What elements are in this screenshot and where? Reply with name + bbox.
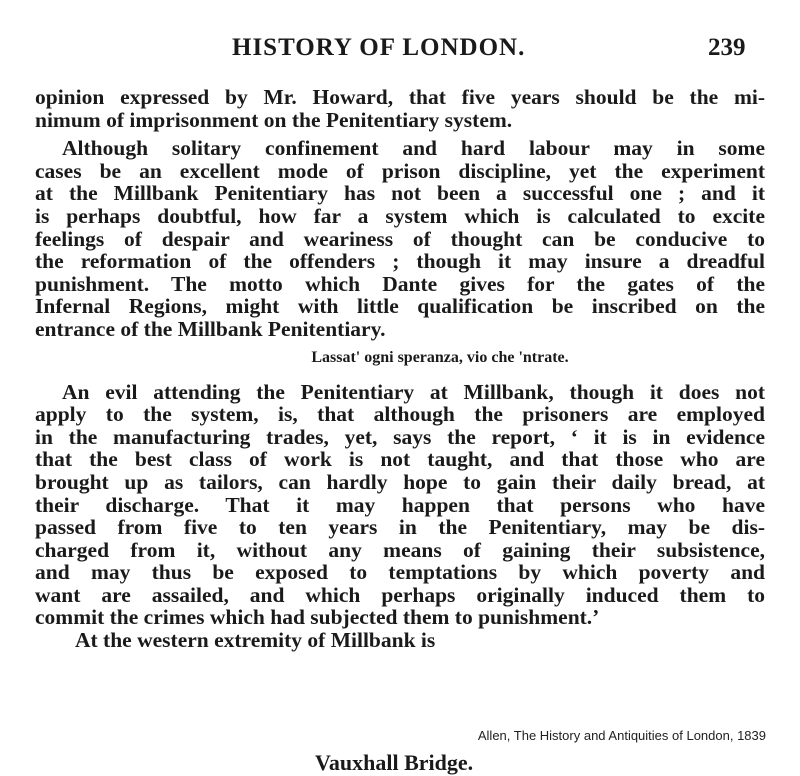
dante-quote: Lassat' ogni speranza, vio che 'ntrate. [311,348,569,366]
text-line: that the best class of work is not taught, and that those who are [35,447,765,472]
text-line: punishment. The motto which Dante gives for the gates of the [35,271,765,296]
source-caption: Allen, The History and Antiquities of London, 1839 [477,728,766,743]
text-line: Infernal Regions, might with little qualification be inscribed on the [35,294,765,319]
text-line: the reformation of the offenders ; though it may insure a dreadful [35,249,765,274]
text-line: commit the crimes which had subjected them to punishment.’ [35,605,600,630]
paragraph [35,629,765,652]
running-title: HISTORY OF LONDON. [232,34,526,61]
text-line: brought up as tailors, can hardly hope to gain their daily bread, at [35,469,765,494]
paragraph [35,86,765,131]
text-line: Although solitary confinement and hard labour may in some [62,136,765,161]
text-line: An evil attending the Penitentiary at Millbank, though it does not [62,379,765,404]
text-line: entrance of the Millbank Penitentiary. [35,316,386,341]
page-body [35,86,765,652]
text-line: opinion expressed by Mr. Howard, that five years should be the mi- [35,85,765,109]
text-line: and may thus be exposed to temptations by which poverty and [35,560,765,585]
text-line: charged from it, without any means of gaining their subsistence, [35,537,765,562]
text-line: passed from five to ten years in the Penitentiary, may be dis- [35,515,765,540]
text-line: want are assailed, and which perhaps originally induced them to [35,582,765,607]
text-line: their discharge. That it may happen that persons who have [35,492,765,517]
next-heading-clipped: Vauxhall Bridge. [315,750,474,775]
text-line: at the Millbank Penitentiary has not been a successful one ; and it [35,181,765,206]
paragraph [35,381,765,630]
text-line: feelings of despair and weariness of thought can be conducive to [35,226,765,251]
text-line: is perhaps doubtful, how far a system which is calculated to excite [35,203,765,228]
text-line: apply to the system, is, that although the prisoners are employed [35,402,765,427]
paragraph [35,137,765,340]
text-line: nimum of imprisonment on the Penitentiary system. [35,107,513,132]
page-header [0,34,800,64]
text-line: At the western extremity of Millbank is [75,628,436,653]
text-line: in the manufacturing trades, yet, says the report, ‘ it is in evidence [35,424,765,449]
page-number: 239 [708,34,746,61]
text-line: cases be an excellent mode of prison discipline, yet the experiment [35,158,765,183]
